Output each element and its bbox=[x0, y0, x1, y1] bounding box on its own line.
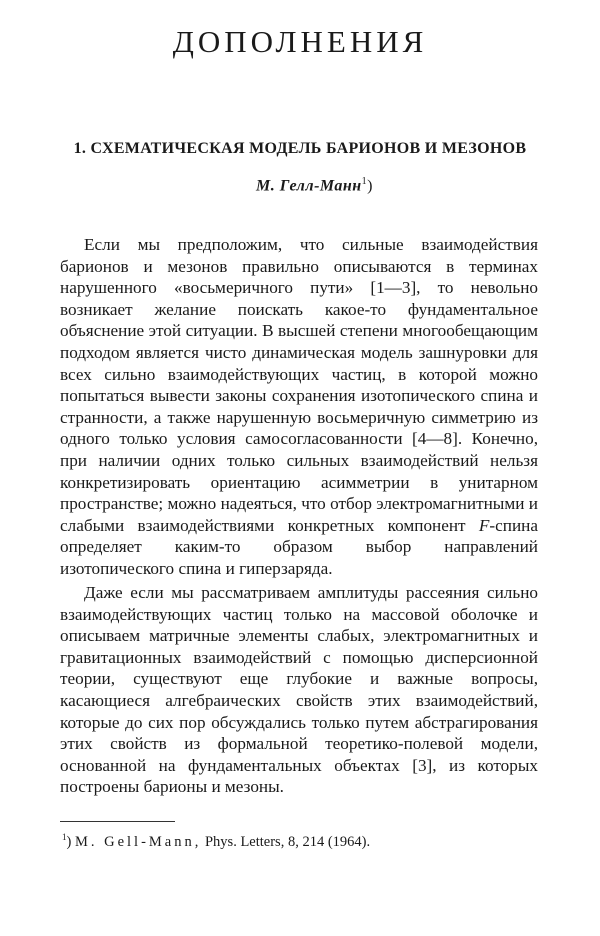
paragraph-1-tail: -спина определяет каким-то образом выбор направлений изотопического спина и гиперзаряда. bbox=[60, 515, 538, 578]
paragraph-1 bbox=[60, 234, 538, 580]
footnote-ref: 1 bbox=[361, 176, 368, 187]
section-title: СХЕМАТИЧЕСКАЯ МОДЕЛЬ БАРИОНОВ И МЕЗОНОВ bbox=[90, 140, 527, 157]
footnote bbox=[62, 832, 370, 851]
author-name: М. Гелл-Манн bbox=[256, 177, 362, 195]
paragraph-1-italic: F bbox=[478, 515, 490, 535]
footnote-author: M. Gell-Mann, bbox=[74, 833, 202, 850]
page-title: ДОПОЛНЕНИЯ bbox=[172, 24, 428, 59]
footnote-mark-paren: ) bbox=[66, 833, 72, 850]
author-line bbox=[256, 176, 373, 195]
footnote-ref-paren: ) bbox=[367, 177, 373, 195]
footnote-citation: Phys. Letters, 8, 214 (1964). bbox=[204, 833, 371, 850]
footnote-mark: 1 bbox=[62, 832, 67, 842]
section-heading bbox=[0, 140, 600, 158]
section-number: 1. bbox=[73, 140, 87, 157]
paragraph-1-text: Если мы предположим, что сильные взаимодействия барионов и мезонов правильно описываются в терминах нарушенного «восьмеричного пути» [1—3], то невольно возникает желание поискать какое-то фундаментальное объяснение этой ситуации. В высшей степени многообещающим подходом является чисто динамическая модель зашнуровки для всех сильно взаимодействующих частиц, в которой можно попытаться вывести законы сохранения изотопического спина и странности, а также нарушенную восьмеричную симметрию из одного только условия самосогласованности [4—8]. Конечно, при наличии одних только сильных взаимодействий нельзя конкретизировать ориентацию асимметрии в унитарном пространстве; можно надеяться, что отбор электромагнитными и слабыми взаимодействиями конкретных компонент bbox=[60, 235, 538, 535]
footnote-divider bbox=[60, 821, 175, 822]
paragraph-2: Даже если мы рассматриваем амплитуды рассеяния сильно взаимодействующих частиц только на массовой оболочке и описываем матричные элементы слабых, электромагнитных и гравитационных взаимодействий с помощью дисперсионной теории, существуют еще глубокие и важные вопросы, касающиеся алгебраических свойств этих взаимодействий, которые до сих пор обсуждались только путем абстрагирования этих свойств из формальной теоретико-полевой модели, основанной на фундаментальных объектах [3], из которых построены барионы и мезоны. bbox=[60, 583, 538, 797]
